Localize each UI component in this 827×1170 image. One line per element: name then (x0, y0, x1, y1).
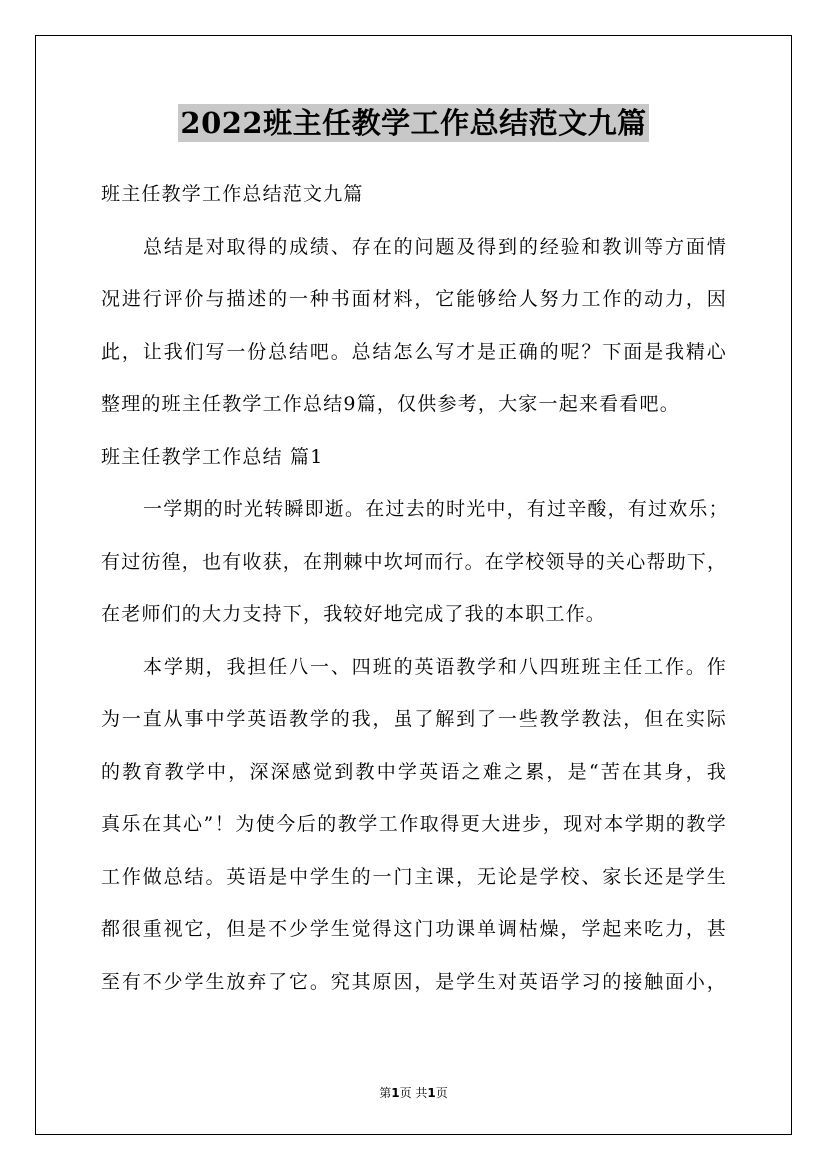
text-line: 在老师们的大力支持下，我较好地完成了我的本职工作。 (101, 603, 607, 625)
text-line: 班主任教学工作总结范文九篇 (101, 183, 364, 205)
text-line: 本学期，我担任八一、四班的英语教学和八四班班主任工作。作 (143, 655, 727, 678)
footer-middle: 页 共 (399, 1086, 428, 1100)
text-line: 真乐在其心”！为使今后的教学工作取得更大进步，现对本学期的教学 (101, 813, 727, 835)
text-line: 总结是对取得的成绩、存在的问题及得到的经验和教训等方面情 (143, 235, 727, 258)
footer-suffix: 页 (435, 1086, 448, 1100)
text-line: 至有不少学生放弃了它。究其原因，是学生对英语学习的接触面小， (101, 970, 727, 993)
text-line: 有过彷徨，也有收获，在荆棘中坎坷而行。在学校领导的关心帮助下， (101, 550, 728, 573)
footer-page-number: 1 (391, 1086, 400, 1100)
footer-prefix: 第 (379, 1086, 392, 1100)
text-line: 都很重视它，但是不少学生觉得这门功课单调枯燥，学起来吃力，甚 (101, 918, 727, 940)
text-line: 一学期的时光转瞬即逝。在过去的时光中，有过辛酸，有过欢乐； (143, 498, 729, 520)
document-title: 2022班主任教学工作总结范文九篇 (180, 106, 647, 140)
footer-total-pages: 1 (427, 1086, 436, 1100)
text-line: 为一直从事中学英语教学的我，虽了解到了一些教学教法，但在实际 (101, 708, 727, 730)
page-footer (0, 1084, 827, 1101)
text-line: 此，让我们写一份总结吧。总结怎么写才是正确的呢？下面是我精心 (101, 340, 727, 363)
text-line: 整理的班主任教学工作总结9篇，仅供参考，大家一起来看看吧。 (101, 393, 680, 415)
title-container (0, 104, 827, 142)
document-body (101, 172, 727, 1012)
text-line: 的教育教学中，深深感觉到教中学英语之难之累，是“苦在其身，我 (101, 760, 727, 783)
text-line: 况进行评价与描述的一种书面材料，它能够给人努力工作的动力，因 (101, 288, 727, 310)
text-line: 班主任教学工作总结 篇1 (101, 445, 324, 468)
text-line: 工作做总结。英语是中学生的一门主课，无论是学校、家长还是学生 (101, 865, 727, 888)
